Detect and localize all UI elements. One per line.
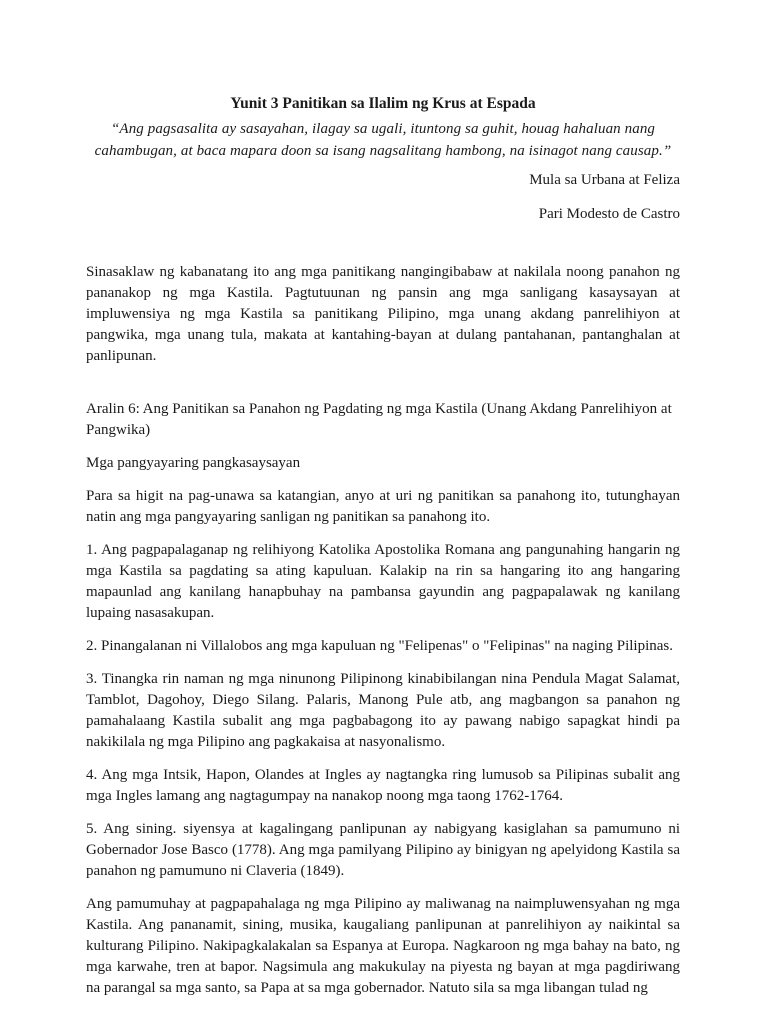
list-item: 3. Tinangka rin naman ng mga ninunong Pilipinong kinabibilangan nina Pendula Magat Salamat, Tamblot, Dagohoy, Diego Silang. Palaris, Manong Pule atb, ang magbangon sa panahon ng pamahalaang Kastila subalit ang mga pagbabagong ito ay pawang nabigo sapagkat hindi pa nakikilala ng mga Pilipino ang pagkakaisa at nasyonalismo. <box>86 671 680 750</box>
list-item: 1. Ang pagpapalaganap ng relihiyong Katolika Apostolika Romana ang pangunahing hangarin ng mga Kastila sa pagdating sa ating kapuluan. Kalakip na rin sa hangaring ito ang hangaring mapaunlad ang kanilang hanapbuhay na pambansa gayundin ang pagpapalawak ng kanilang lupaing nasasakupan. <box>86 542 680 621</box>
quote-source-author: Pari Modesto de Castro <box>538 206 680 222</box>
section-intro: Para sa higit na pag-unawa sa katangian, anyo at uri ng panitikan sa panahong ito, tutunghayan natin ang mga pangyayaring sanligan ng panitikan sa panahong ito. <box>86 488 680 525</box>
unit-title: Yunit 3 Panitikan sa Ilalim ng Krus at Espada <box>230 95 536 112</box>
closing-paragraph: Ang pamumuhay at pagpapahalaga ng mga Pilipino ay maliwanag na naimpluwensyahan ng mga Kastila. Ang pananamit, sining, musika, kaugaliang panlipunan at panrelihiyon ay naikintal sa kulturang Pilipino. Nakipagkalakalan sa Espanya at Europa. Nagkaroon ng mga bahay na bato, ng mga karwahe, tren at bapor. Nagsimula ang makukulay na piyesta ng bayan at mga pagdiriwang na parangal sa mga santo, sa Papa at sa mga gobernador. Natuto sila sa mga libangan tulad ng <box>86 896 680 996</box>
chapter-intro: Sinasaklaw ng kabanatang ito ang mga panitikang nangingibabaw at nakilala noong panahon ng pananakop ng mga Kastila. Pagtutuunan ng pansin ang mga sanligang kasaysayan at impluwensiya ng mga Kastila sa panitikang Pilipino, mga unang akdang panrelihiyon at pangwika, mga unang tula, makata at kantahing-bayan at dulang pantahanan, pantanghalan at panlipunan. <box>86 264 680 364</box>
list-item: 4. Ang mga Intsik, Hapon, Olandes at Ingles ay nagtangka ring lumusob sa Pilipinas subalit ang mga Ingles lamang ang nagtagumpay na nanakop noong mga taong 1762-1764. <box>86 767 680 804</box>
lesson-heading: Aralin 6: Ang Panitikan sa Panahon ng Pagdating ng mga Kastila (Unang Akdang Panrelihiyon at Pangwika) <box>86 401 672 438</box>
list-item: 5. Ang sining. siyensya at kagalingang panlipunan ay nabigyang kasiglahan sa pamumuno ni Gobernador Jose Basco (1778). Ang mga pamilyang Pilipino ay binigyan ng apelyidong Kastila sa panahon ng pamumuno ni Claveria (1849). <box>86 821 680 879</box>
list-item: 2. Pinangalanan ni Villalobos ang mga kapuluan ng "Felipenas" o "Felipinas" na naging Pilipinas. <box>86 638 673 654</box>
document-page <box>86 94 680 1011</box>
quote-source-work: Mula sa Urbana at Feliza <box>529 172 680 188</box>
section-heading: Mga pangyayaring pangkasaysayan <box>86 455 301 471</box>
epigraph-quote: “Ang pagsasalita ay sasayahan, ilagay sa ugali, itunt​ong sa guhit, houag hahaluan nang cahambugan, at baca mapara doon sa isang nagsalitang hambong, na isinagot nang causap.” <box>94 121 672 159</box>
